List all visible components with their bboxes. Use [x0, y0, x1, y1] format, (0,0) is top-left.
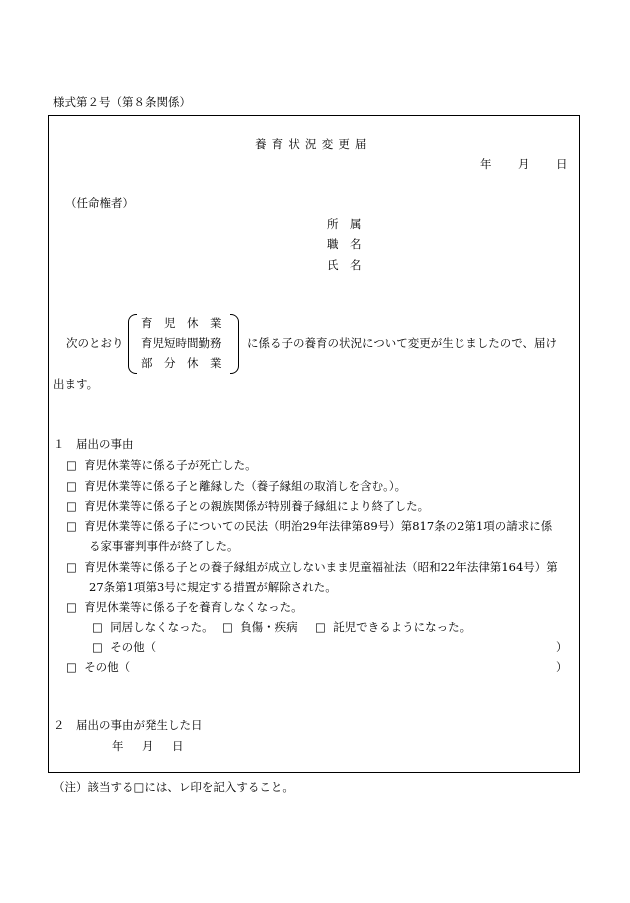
reason-option[interactable] — [66, 521, 552, 533]
checkbox[interactable]: □ — [66, 600, 77, 614]
checkbox[interactable]: □ — [66, 560, 77, 574]
sub-option-text: 負傷・疾病 — [240, 620, 298, 634]
checkbox[interactable]: □ — [315, 620, 326, 634]
reason-text: 育児休業等に係る子が死亡した。 — [84, 458, 257, 472]
checkbox[interactable]: □ — [66, 519, 77, 533]
reason-text: 育児休業等に係る子との養子縁組が成立しないまま児童福祉法（昭和22年法律第164号）第 — [84, 560, 558, 574]
reason-option-other[interactable] — [66, 662, 130, 674]
occurrence-month-label: 月 — [142, 739, 154, 753]
sub-option-text: 同居しなくなった。 — [110, 620, 214, 634]
checkbox[interactable]: □ — [92, 620, 103, 634]
section2-heading: ２ 届出の事由が発生した日 — [53, 718, 203, 732]
sub-other-close-paren: ） — [556, 640, 568, 654]
reason-option[interactable] — [66, 602, 303, 614]
sub-option-text: 託児できるようになった。 — [333, 620, 472, 634]
checkbox[interactable]: □ — [66, 458, 77, 472]
checkbox[interactable]: □ — [66, 660, 77, 674]
reason-text: 育児休業等に係る子についての民法（明治29年法律第89号）第817条の2第1項の請求に係 — [84, 519, 553, 533]
right-brace — [230, 314, 239, 374]
occurrence-year-label: 年 — [112, 739, 124, 753]
reason-text: 育児休業等に係る子と離縁した（養子縁組の取消しを含む。）。 — [84, 479, 407, 493]
addressee: （任命権者） — [65, 196, 134, 210]
reason-option[interactable] — [66, 562, 558, 574]
section1-heading: １ 届出の事由 — [53, 437, 134, 451]
other-close-paren: ） — [556, 660, 568, 674]
sub-option-text: その他（ — [110, 640, 157, 654]
intro-tail: に係る子の養育の状況について変更が生じましたので、届け — [247, 336, 558, 350]
sub-option-injury[interactable] — [222, 622, 298, 634]
leave-type-partial: 部 分 休 業 — [141, 356, 222, 370]
checkbox[interactable]: □ — [222, 620, 233, 634]
checkbox[interactable]: □ — [92, 640, 103, 654]
date-month-label: 月 — [518, 157, 530, 171]
page-title: 養育状況変更届 — [255, 137, 372, 151]
checkbox[interactable]: □ — [66, 499, 77, 513]
reason-option[interactable] — [66, 460, 257, 472]
occurrence-day-label: 日 — [172, 739, 184, 753]
checkbox[interactable]: □ — [66, 479, 77, 493]
reason-text: その他（ — [84, 660, 131, 674]
footnote: （注）該当する□には、レ印を記入すること。 — [53, 780, 294, 794]
reason-text-continuation: 27条第1項第3号に規定する措置が解除された。 — [89, 580, 337, 594]
affiliation-label: 所 属 — [327, 217, 362, 231]
reason-text: 育児休業等に係る子との親族関係が特別養子縁組により終了した。 — [84, 499, 430, 513]
reason-option[interactable] — [66, 501, 429, 513]
leave-type-childcare: 育 児 休 業 — [141, 316, 222, 330]
date-day-label: 日 — [556, 157, 568, 171]
reason-text: 育児休業等に係る子を養育しなくなった。 — [84, 600, 303, 614]
sub-option-cohabit[interactable] — [92, 622, 214, 634]
left-brace — [128, 314, 137, 374]
sub-option-childcare[interactable] — [315, 622, 471, 634]
position-label: 職 名 — [327, 237, 362, 251]
sub-option-other[interactable] — [92, 642, 156, 654]
name-label: 氏 名 — [327, 258, 362, 272]
reason-text-continuation: る家事審判事件が終了した。 — [89, 539, 239, 553]
leave-type-short-hours: 育児短時間勤務 — [141, 336, 222, 350]
intro-lead: 次のとおり — [66, 336, 124, 350]
reason-option[interactable] — [66, 481, 406, 493]
intro-line2: 出ます。 — [53, 377, 99, 391]
form-number: 様式第２号（第８条関係） — [53, 95, 191, 109]
date-year-label: 年 — [480, 157, 492, 171]
